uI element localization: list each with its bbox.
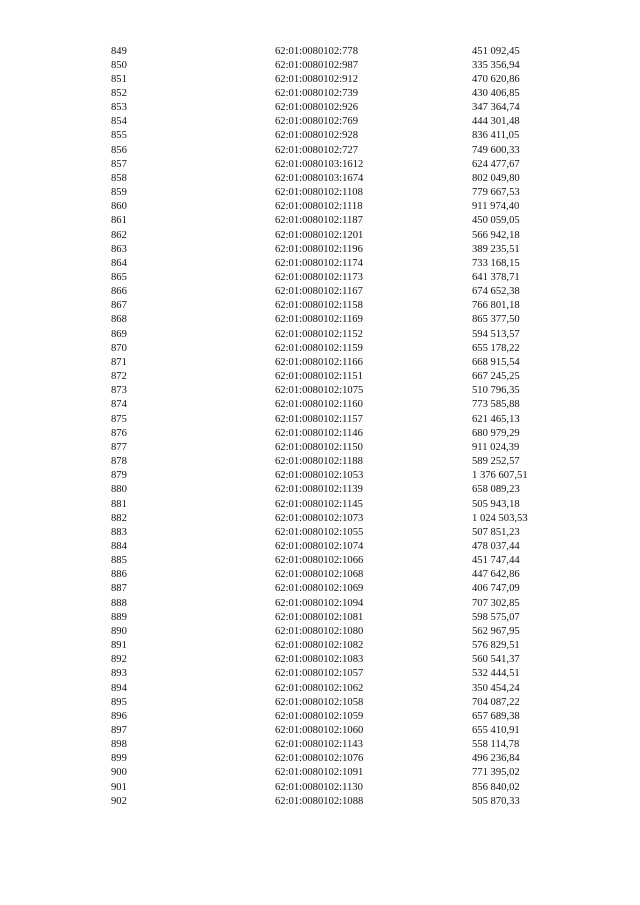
row-number: 873 xyxy=(111,385,127,397)
row-number: 867 xyxy=(111,300,127,312)
cadastral-number: 62:01:0080102:1062 xyxy=(275,682,364,694)
row-number: 863 xyxy=(111,243,127,255)
table-row xyxy=(0,384,640,398)
row-number: 851 xyxy=(111,73,127,85)
cadastral-number: 62:01:0080102:1159 xyxy=(275,342,363,354)
table-row xyxy=(0,229,640,243)
table-row xyxy=(0,540,640,554)
value-amount: 1 024 503,53 xyxy=(472,512,528,524)
table-row xyxy=(0,214,640,228)
row-number: 854 xyxy=(111,116,127,128)
row-number: 871 xyxy=(111,356,127,368)
row-number: 892 xyxy=(111,654,127,666)
row-number: 894 xyxy=(111,682,127,694)
row-number: 893 xyxy=(111,668,127,680)
row-number: 875 xyxy=(111,413,127,425)
table-row xyxy=(0,781,640,795)
table-row xyxy=(0,356,640,370)
value-amount: 510 796,35 xyxy=(472,385,520,397)
value-amount: 802 049,80 xyxy=(472,172,520,184)
value-amount: 470 620,86 xyxy=(472,73,520,85)
table-row xyxy=(0,795,640,809)
row-number: 850 xyxy=(111,59,127,71)
row-number: 878 xyxy=(111,456,127,468)
table-row xyxy=(0,73,640,87)
value-amount: 406 747,09 xyxy=(472,583,520,595)
cadastral-number: 62:01:0080102:1174 xyxy=(275,257,363,269)
cadastral-number: 62:01:0080102:1139 xyxy=(275,484,363,496)
table-row xyxy=(0,738,640,752)
cadastral-number: 62:01:0080102:1081 xyxy=(275,611,364,623)
row-number: 860 xyxy=(111,201,127,213)
value-amount: 766 801,18 xyxy=(472,300,520,312)
cadastral-number: 62:01:0080102:1057 xyxy=(275,668,364,680)
cadastral-number: 62:01:0080102:1188 xyxy=(275,456,363,468)
table-row xyxy=(0,299,640,313)
table-row xyxy=(0,413,640,427)
value-amount: 532 444,51 xyxy=(472,668,520,680)
cadastral-number: 62:01:0080102:926 xyxy=(275,102,358,114)
cadastral-number: 62:01:0080102:1167 xyxy=(275,286,363,298)
value-amount: 655 410,91 xyxy=(472,725,520,736)
value-amount: 558 114,78 xyxy=(472,739,520,751)
table-row xyxy=(0,568,640,582)
cadastral-number: 62:01:0080102:1094 xyxy=(275,597,364,609)
row-number: 882 xyxy=(111,512,127,524)
cadastral-number: 62:01:0080102:1068 xyxy=(275,569,364,581)
cadastral-number: 62:01:0080102:1082 xyxy=(275,640,364,652)
value-amount: 507 851,23 xyxy=(472,526,520,538)
value-amount: 655 178,22 xyxy=(472,342,520,354)
table-row xyxy=(0,625,640,639)
cadastral-number: 62:01:0080102:769 xyxy=(275,116,358,128)
cadastral-number: 62:01:0080102:1130 xyxy=(275,781,363,793)
row-number: 888 xyxy=(111,597,127,609)
value-amount: 447 642,86 xyxy=(472,569,520,581)
row-number: 864 xyxy=(111,257,127,269)
table-row xyxy=(0,115,640,129)
value-amount: 911 974,40 xyxy=(472,201,520,213)
row-number: 853 xyxy=(111,102,127,114)
value-amount: 450 059,05 xyxy=(472,215,520,227)
table-row xyxy=(0,87,640,101)
table-row xyxy=(0,285,640,299)
cadastral-number: 62:01:0080102:1108 xyxy=(275,187,363,199)
table-row xyxy=(0,427,640,441)
row-number: 887 xyxy=(111,583,127,595)
cadastral-number: 62:01:0080102:912 xyxy=(275,73,358,85)
table-row xyxy=(0,144,640,158)
row-number: 897 xyxy=(111,725,127,736)
value-amount: 347 364,74 xyxy=(472,102,520,114)
value-amount: 707 302,85 xyxy=(472,597,520,609)
row-number: 858 xyxy=(111,172,127,184)
value-amount: 733 168,15 xyxy=(472,257,520,269)
data-table xyxy=(0,45,640,809)
table-row xyxy=(0,398,640,412)
row-number: 874 xyxy=(111,399,127,411)
row-number: 849 xyxy=(111,45,127,57)
value-amount: 496 236,84 xyxy=(472,753,520,765)
value-amount: 641 378,71 xyxy=(472,272,520,283)
cadastral-number: 62:01:0080102:1143 xyxy=(275,739,363,751)
cadastral-number: 62:01:0080102:739 xyxy=(275,87,358,99)
table-row xyxy=(0,526,640,540)
row-number: 855 xyxy=(111,130,127,142)
table-row xyxy=(0,469,640,483)
table-row xyxy=(0,582,640,596)
cadastral-number: 62:01:0080103:1674 xyxy=(275,172,364,184)
cadastral-number: 62:01:0080102:1173 xyxy=(275,272,363,283)
cadastral-number: 62:01:0080102:1069 xyxy=(275,583,364,595)
row-number: 884 xyxy=(111,540,127,552)
row-number: 891 xyxy=(111,640,127,652)
table-row xyxy=(0,682,640,696)
row-number: 869 xyxy=(111,328,127,340)
row-number: 879 xyxy=(111,470,127,482)
table-row xyxy=(0,243,640,257)
value-amount: 505 943,18 xyxy=(472,498,520,510)
cadastral-number: 62:01:0080102:1118 xyxy=(275,201,363,213)
table-row xyxy=(0,158,640,172)
row-number: 886 xyxy=(111,569,127,581)
value-amount: 444 301,48 xyxy=(472,116,520,128)
table-row xyxy=(0,328,640,342)
value-amount: 865 377,50 xyxy=(472,314,520,326)
table-row xyxy=(0,724,640,738)
value-amount: 779 667,53 xyxy=(472,187,520,199)
row-number: 852 xyxy=(111,87,127,99)
cadastral-number: 62:01:0080102:1053 xyxy=(275,470,364,482)
row-number: 885 xyxy=(111,555,127,567)
table-row xyxy=(0,667,640,681)
table-row xyxy=(0,129,640,143)
cadastral-number: 62:01:0080102:1074 xyxy=(275,540,364,552)
cadastral-number: 62:01:0080102:1066 xyxy=(275,555,364,567)
row-number: 901 xyxy=(111,781,127,793)
value-amount: 562 967,95 xyxy=(472,625,520,637)
value-amount: 505 870,33 xyxy=(472,795,520,807)
row-number: 859 xyxy=(111,187,127,199)
value-amount: 624 477,67 xyxy=(472,158,520,170)
table-row xyxy=(0,313,640,327)
value-amount: 658 089,23 xyxy=(472,484,520,496)
table-row xyxy=(0,483,640,497)
row-number: 883 xyxy=(111,526,127,538)
table-row xyxy=(0,696,640,710)
value-amount: 836 411,05 xyxy=(472,130,520,142)
table-row xyxy=(0,766,640,780)
row-number: 865 xyxy=(111,272,127,283)
cadastral-number: 62:01:0080102:928 xyxy=(275,130,358,142)
cadastral-number: 62:01:0080102:1075 xyxy=(275,385,364,397)
table-row xyxy=(0,200,640,214)
table-row xyxy=(0,45,640,59)
value-amount: 674 652,38 xyxy=(472,286,520,298)
cadastral-number: 62:01:0080102:1091 xyxy=(275,767,364,779)
value-amount: 478 037,44 xyxy=(472,540,520,552)
table-row xyxy=(0,710,640,724)
row-number: 872 xyxy=(111,371,127,383)
value-amount: 576 829,51 xyxy=(472,640,520,652)
value-amount: 667 245,25 xyxy=(472,371,520,383)
cadastral-number: 62:01:0080102:1157 xyxy=(275,413,363,425)
row-number: 862 xyxy=(111,229,127,241)
value-amount: 451 092,45 xyxy=(472,45,520,57)
cadastral-number: 62:01:0080102:1150 xyxy=(275,441,363,453)
table-row xyxy=(0,597,640,611)
cadastral-number: 62:01:0080102:1145 xyxy=(275,498,363,510)
cadastral-number: 62:01:0080102:987 xyxy=(275,59,358,71)
value-amount: 911 024,39 xyxy=(472,441,520,453)
row-number: 866 xyxy=(111,286,127,298)
table-row xyxy=(0,639,640,653)
cadastral-number: 62:01:0080102:1058 xyxy=(275,696,364,708)
cadastral-number: 62:01:0080102:727 xyxy=(275,144,358,156)
row-number: 877 xyxy=(111,441,127,453)
value-amount: 771 395,02 xyxy=(472,767,520,779)
value-amount: 668 915,54 xyxy=(472,356,520,368)
row-number: 899 xyxy=(111,753,127,765)
cadastral-number: 62:01:0080102:1160 xyxy=(275,399,363,411)
value-amount: 773 585,88 xyxy=(472,399,520,411)
cadastral-number: 62:01:0080102:1055 xyxy=(275,526,364,538)
value-amount: 856 840,02 xyxy=(472,781,520,793)
table-row xyxy=(0,441,640,455)
row-number: 868 xyxy=(111,314,127,326)
cadastral-number: 62:01:0080102:1073 xyxy=(275,512,364,524)
row-number: 861 xyxy=(111,215,127,227)
value-amount: 335 356,94 xyxy=(472,59,520,71)
cadastral-number: 62:01:0080102:1083 xyxy=(275,654,364,666)
row-number: 889 xyxy=(111,611,127,623)
value-amount: 430 406,85 xyxy=(472,87,520,99)
table-row xyxy=(0,342,640,356)
value-amount: 749 600,33 xyxy=(472,144,520,156)
row-number: 881 xyxy=(111,498,127,510)
value-amount: 594 513,57 xyxy=(472,328,520,340)
table-row xyxy=(0,101,640,115)
table-row xyxy=(0,512,640,526)
value-amount: 389 235,51 xyxy=(472,243,520,255)
value-amount: 589 252,57 xyxy=(472,456,520,468)
row-number: 902 xyxy=(111,795,127,807)
value-amount: 1 376 607,51 xyxy=(472,470,528,482)
cadastral-number: 62:01:0080102:1201 xyxy=(275,229,364,241)
value-amount: 680 979,29 xyxy=(472,427,520,439)
row-number: 890 xyxy=(111,625,127,637)
cadastral-number: 62:01:0080102:1187 xyxy=(275,215,363,227)
value-amount: 621 465,13 xyxy=(472,413,520,425)
cadastral-number: 62:01:0080102:1088 xyxy=(275,795,364,807)
table-row xyxy=(0,59,640,73)
row-number: 900 xyxy=(111,767,127,779)
table-row xyxy=(0,455,640,469)
table-row xyxy=(0,172,640,186)
row-number: 896 xyxy=(111,710,127,722)
cadastral-number: 62:01:0080102:1158 xyxy=(275,300,363,312)
cadastral-number: 62:01:0080102:1059 xyxy=(275,710,364,722)
row-number: 876 xyxy=(111,427,127,439)
value-amount: 451 747,44 xyxy=(472,555,520,567)
value-amount: 350 454,24 xyxy=(472,682,520,694)
value-amount: 704 087,22 xyxy=(472,696,520,708)
value-amount: 566 942,18 xyxy=(472,229,520,241)
table-row xyxy=(0,186,640,200)
row-number: 857 xyxy=(111,158,127,170)
table-row xyxy=(0,611,640,625)
row-number: 895 xyxy=(111,696,127,708)
cadastral-number: 62:01:0080102:1080 xyxy=(275,625,364,637)
value-amount: 657 689,38 xyxy=(472,710,520,722)
row-number: 898 xyxy=(111,739,127,751)
cadastral-number: 62:01:0080102:1151 xyxy=(275,371,363,383)
cadastral-number: 62:01:0080103:1612 xyxy=(275,158,364,170)
value-amount: 560 541,37 xyxy=(472,654,520,666)
cadastral-number: 62:01:0080102:1076 xyxy=(275,753,364,765)
table-row xyxy=(0,257,640,271)
cadastral-number: 62:01:0080102:1146 xyxy=(275,427,363,439)
cadastral-number: 62:01:0080102:1060 xyxy=(275,725,364,736)
cadastral-number: 62:01:0080102:1152 xyxy=(275,328,363,340)
table-row xyxy=(0,752,640,766)
cadastral-number: 62:01:0080102:778 xyxy=(275,45,358,57)
row-number: 856 xyxy=(111,144,127,156)
cadastral-number: 62:01:0080102:1196 xyxy=(275,243,363,255)
table-row xyxy=(0,554,640,568)
table-row xyxy=(0,653,640,667)
row-number: 880 xyxy=(111,484,127,496)
table-row xyxy=(0,271,640,285)
table-row xyxy=(0,370,640,384)
cadastral-number: 62:01:0080102:1166 xyxy=(275,356,363,368)
value-amount: 598 575,07 xyxy=(472,611,520,623)
row-number: 870 xyxy=(111,342,127,354)
table-row xyxy=(0,498,640,512)
cadastral-number: 62:01:0080102:1169 xyxy=(275,314,363,326)
